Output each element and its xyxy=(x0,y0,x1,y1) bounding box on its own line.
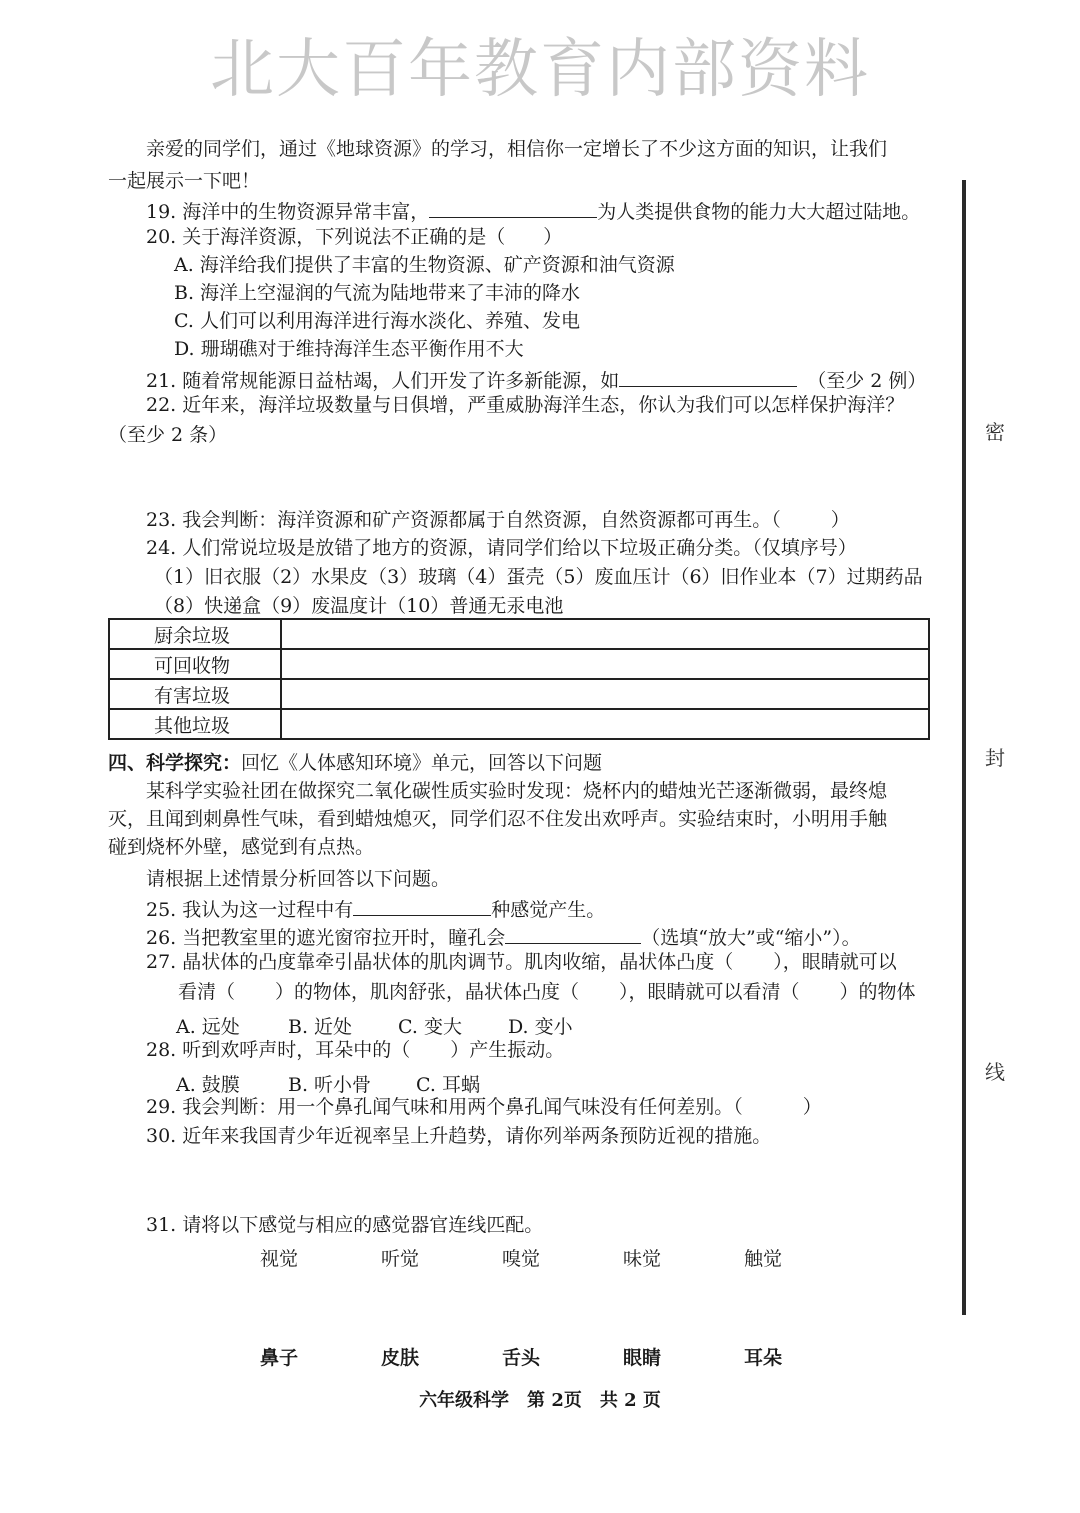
table-row xyxy=(109,679,929,709)
question-21-post: （至少 2 例） xyxy=(807,370,927,392)
scenario-prompt: 请根据上述情景分析回答以下问题。 xyxy=(146,868,451,890)
question-29-end: ） xyxy=(802,1096,822,1118)
intro-line-1: 亲爱的同学们，通过《地球资源》的学习，相信你一定增长了不少这方面的知识，让我们 xyxy=(146,138,888,160)
answer-cell-kitchen[interactable] xyxy=(281,619,929,649)
q27-option-a: A. 远处 xyxy=(176,1016,240,1038)
question-22-line-1: 22. 近年来，海洋垃圾数量与日俱增，严重威胁海洋生态，你认为我们可以怎样保护海洋？ xyxy=(146,394,905,416)
q27-option-c: C. 变大 xyxy=(398,1016,462,1038)
sense-smell[interactable]: 嗅觉 xyxy=(502,1248,541,1270)
question-19-pre: 19. 海洋中的生物资源异常丰富， xyxy=(146,201,430,223)
question-27-line-2b: ）的物体，肌肉舒张，晶状体凸度（ xyxy=(275,981,580,1003)
q28-option-b: B. 听小骨 xyxy=(288,1074,372,1096)
margin-seal-char-mi: 密 xyxy=(985,420,1005,444)
question-26-post: （选填“放大”或“缩小”）。 xyxy=(641,927,861,949)
q20-option-c: C. 人们可以利用海洋进行海水淡化、养殖、发电 xyxy=(174,310,580,332)
question-24-stem: 24. 人们常说垃圾是放错了地方的资源，请同学们给以下垃圾正确分类。（仅填序号） xyxy=(146,537,857,559)
q27-option-b: B. 近处 xyxy=(288,1016,353,1038)
question-28 xyxy=(146,1041,564,1060)
category-other: 其他垃圾 xyxy=(109,709,281,739)
category-hazardous: 有害垃圾 xyxy=(109,679,281,709)
margin-seal-char-xian: 线 xyxy=(985,1060,1005,1084)
question-25-pre: 25. 我认为这一过程中有 xyxy=(146,899,354,921)
question-28-stem-end: ）产生振动。 xyxy=(450,1039,565,1061)
question-19 xyxy=(146,199,920,222)
table-row xyxy=(109,709,929,739)
watermark: 北大百年教育内部资料 xyxy=(210,33,870,107)
section-4-title: 四、科学探究： xyxy=(108,752,242,774)
question-31: 31. 请将以下感觉与相应的感觉器官连线匹配。 xyxy=(146,1214,544,1236)
question-23-text: 23. 我会判断：海洋资源和矿产资源都属于自然资源，自然资源都可再生。（ xyxy=(146,509,781,531)
q28-option-c: C. 耳蜗 xyxy=(416,1074,480,1096)
question-23 xyxy=(146,511,850,530)
question-25 xyxy=(146,897,605,920)
organ-skin[interactable]: 皮肤 xyxy=(381,1347,420,1369)
scenario-line-1: 某科学实验社团在做探究二氧化碳性质实验时发现：烧杯内的蜡烛光芒逐渐微弱，最终熄 xyxy=(146,780,888,802)
q20-option-a: A. 海洋给我们提供了丰富的生物资源、矿产资源和油气资源 xyxy=(174,254,675,276)
intro-line-2: 一起展示一下吧！ xyxy=(108,170,261,192)
question-20-stem-end: ） xyxy=(543,226,563,248)
q20-option-b: B. 海洋上空湿润的气流为陆地带来了丰沛的降水 xyxy=(174,282,581,304)
question-30: 30. 近年来我国青少年近视率呈上升趋势，请你列举两条预防近视的措施。 xyxy=(146,1125,772,1147)
question-27-line-2 xyxy=(178,983,916,1002)
category-kitchen: 厨余垃圾 xyxy=(109,619,281,649)
question-25-post: 种感觉产生。 xyxy=(491,899,606,921)
question-26-pre: 26. 当把教室里的遮光窗帘拉开时，瞳孔会 xyxy=(146,927,506,949)
margin-seal-char-feng: 封 xyxy=(985,746,1005,770)
question-29-text: 29. 我会判断：用一个鼻孔闻气味和用两个鼻孔闻气味没有任何差别。（ xyxy=(146,1096,743,1118)
section-4-subtitle: 回忆《人体感知环境》单元，回答以下问题 xyxy=(241,752,603,774)
question-26 xyxy=(146,925,861,948)
question-27-line-1a: 27. 晶状体的凸度靠牵引晶状体的肌肉调节。肌肉收缩，晶状体凸度（ xyxy=(146,951,734,973)
question-29 xyxy=(146,1098,822,1117)
question-23-end: ） xyxy=(830,509,850,531)
question-21 xyxy=(146,368,926,391)
question-28-stem: 28. 听到欢呼声时，耳朵中的（ xyxy=(146,1039,411,1061)
question-27-line-2c: ），眼睛就可以看清（ xyxy=(619,981,800,1003)
table-row xyxy=(109,619,929,649)
question-24-items-1: （1）旧衣服（2）水果皮（3）玻璃（4）蛋壳（5）废血压计（6）旧作业本（7）过期药品 xyxy=(154,566,923,588)
waste-sort-table xyxy=(108,618,930,740)
question-27-line-1b: ），眼睛就可以 xyxy=(773,951,897,973)
question-27-line-2d: ）的物体 xyxy=(839,981,916,1003)
question-20-stem: 20. 关于海洋资源，下列说法不正确的是（ xyxy=(146,226,506,248)
question-27-line-1 xyxy=(146,953,897,972)
question-27-line-2a: 看清（ xyxy=(178,981,236,1003)
sense-sight[interactable]: 视觉 xyxy=(260,1248,299,1270)
answer-blank-26[interactable] xyxy=(505,925,641,944)
question-19-post: 为人类提供食物的能力大大超过陆地。 xyxy=(597,201,921,223)
scenario-line-3: 碰到烧杯外壁，感觉到有点热。 xyxy=(108,836,375,858)
question-22-line-2: （至少 2 条） xyxy=(108,424,228,446)
organ-nose[interactable]: 鼻子 xyxy=(260,1347,299,1369)
answer-blank-19[interactable] xyxy=(429,199,597,218)
question-20 xyxy=(146,228,562,247)
question-21-pre: 21. 随着常规能源日益枯竭，人们开发了许多新能源，如 xyxy=(146,370,620,392)
q28-option-a: A. 鼓膜 xyxy=(176,1074,240,1096)
organ-eyes[interactable]: 眼睛 xyxy=(623,1347,662,1369)
answer-cell-recyclable[interactable] xyxy=(281,649,929,679)
section-4-heading xyxy=(108,754,602,773)
organ-tongue[interactable]: 舌头 xyxy=(502,1347,541,1369)
sense-hearing[interactable]: 听觉 xyxy=(381,1248,420,1270)
q27-option-d: D. 变小 xyxy=(508,1016,573,1038)
page-footer: 六年级科学 第 2页 共 2 页 xyxy=(419,1390,661,1411)
binding-margin-rule xyxy=(962,180,966,1315)
answer-blank-21[interactable] xyxy=(619,368,797,387)
category-recyclable: 可回收物 xyxy=(109,649,281,679)
answer-cell-hazardous[interactable] xyxy=(281,679,929,709)
sense-taste[interactable]: 味觉 xyxy=(623,1248,662,1270)
organ-ears[interactable]: 耳朵 xyxy=(744,1347,783,1369)
answer-cell-other[interactable] xyxy=(281,709,929,739)
q20-option-d: D. 珊瑚礁对于维持海洋生态平衡作用不大 xyxy=(174,338,524,360)
sense-touch[interactable]: 触觉 xyxy=(744,1248,783,1270)
question-24-items-2: （8）快递盒（9）废温度计（10）普通无汞电池 xyxy=(154,595,564,617)
answer-blank-25[interactable] xyxy=(353,897,491,916)
scenario-line-2: 灭，且闻到刺鼻性气味，看到蜡烛熄灭，同学们忍不住发出欢呼声。实验结束时，小明用手触 xyxy=(108,808,888,830)
table-row xyxy=(109,649,929,679)
